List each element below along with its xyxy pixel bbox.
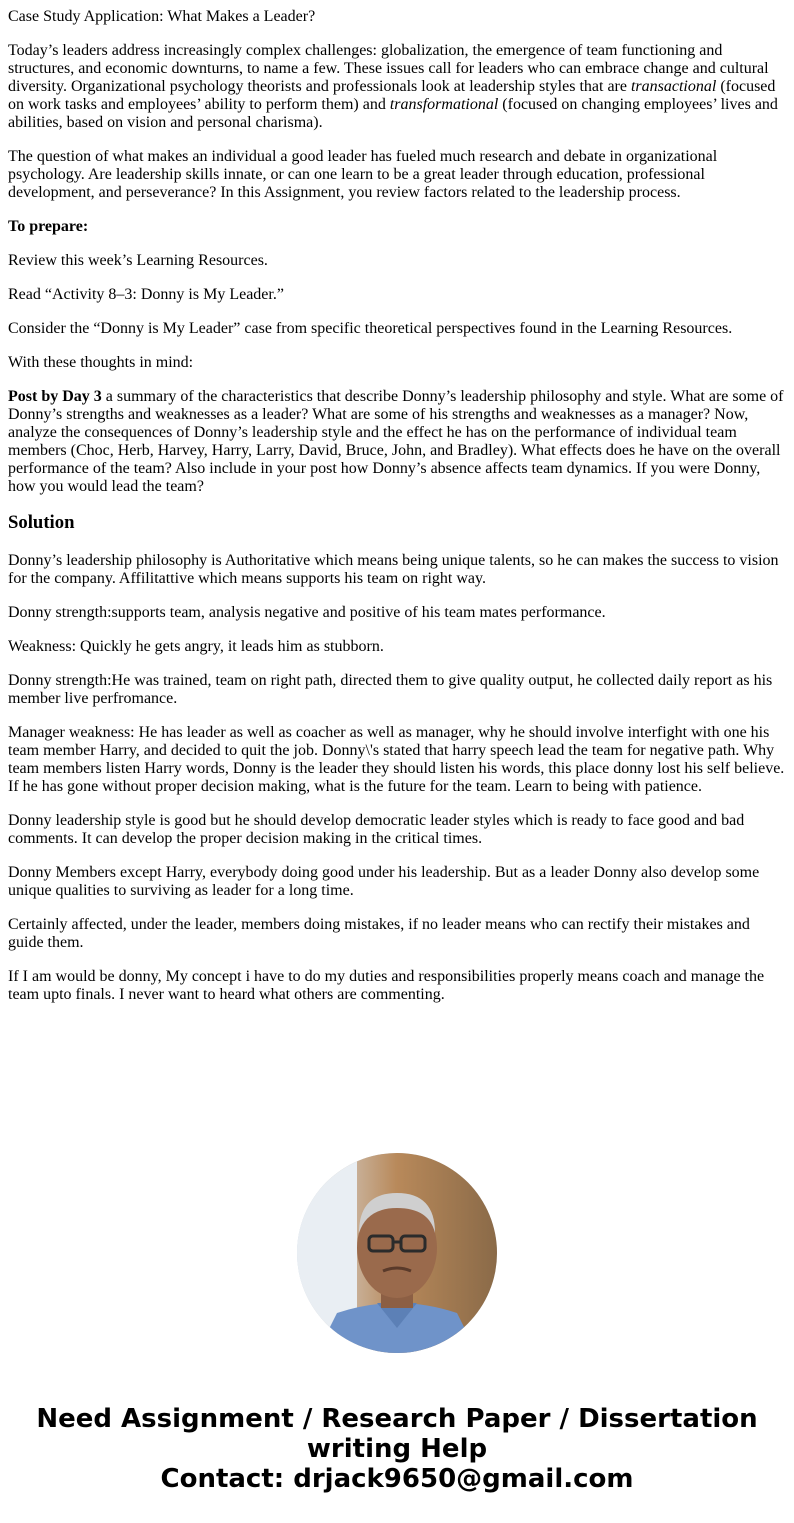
solution-paragraph: Donny Members except Harry, everybody doing good under his leadership. But as a leader Donny also develop some unique qualities to surviving as leader for a long time.	[8, 864, 760, 899]
prepare-heading-text: To prepare:	[8, 218, 89, 235]
author-avatar	[297, 1153, 497, 1353]
solution-paragraph: If I am would be donny, My concept i have to do my duties and responsibilities properly means coach and manage the team upto finals. I never want to heard what others are commenting.	[8, 968, 765, 1003]
intro1-italic-transformational: transformational	[389, 96, 499, 113]
intro-paragraph-1	[8, 42, 786, 132]
intro1-italic-transactional: transactional	[630, 78, 717, 95]
post-text: a summary of the characteristics that describe Donny’s leadership philosophy and style. What are some of Donny’s strengths and weaknesses as a leader? What are some of his strengths and weaknesses as a manager? Now, analyze the consequences of Donny’s leadership style and the effect he has on the performance of individual team members (Choc, Herb, Harvey, Harry, Larry, David, Bruce, John, and Bradley). What effects does he have on the overall performance of the team? Also include in your post how Donny’s absence affects team dynamics. If you were Donny, how you would lead the team?	[8, 388, 784, 495]
solution-paragraph: Donny strength:supports team, analysis negative and positive of his team mates performance.	[8, 604, 606, 621]
solution-paragraph: Manager weakness: He has leader as well as coacher as well as manager, why he should involve interfight with one his team member Harry, and decided to quit the job. Donny\'s stated that harry speech lead the team for negative path. Why team members listen Harry words, Donny is the leader they should listen his words, this place donny lost his self believe. If he has gone without proper decision making, what is the future for the team. Learn to being with patience.	[8, 724, 785, 795]
solution-heading: Solution	[8, 512, 75, 533]
prepare-item: With these thoughts in mind:	[8, 354, 194, 371]
prepare-item: Review this week’s Learning Resources.	[8, 252, 268, 269]
footer-contact: Contact: drjack9650@gmail.com	[160, 1464, 634, 1494]
prepare-item: Consider the “Donny is My Leader” case from specific theoretical perspectives found in the Learning Resources.	[8, 320, 733, 337]
footer-banner	[0, 1404, 794, 1494]
intro1-text-c: (focused on changing employees’ lives and abilities, based on vision and personal charisma).	[8, 96, 778, 131]
post-instructions	[8, 388, 786, 496]
solution-paragraph: Certainly affected, under the leader, members doing mistakes, if no leader means who can rectify their mistakes and guide them.	[8, 916, 750, 951]
solution-paragraph: Donny strength:He was trained, team on right path, directed them to give quality output, he collected daily report as his member live perfromance.	[8, 672, 773, 707]
prepare-heading	[8, 218, 786, 236]
document-title: Case Study Application: What Makes a Leader?	[8, 8, 316, 25]
document-body	[8, 8, 786, 1020]
solution-paragraph: Donny leadership style is good but he should develop democratic leader styles which is ready to face good and bad comments. It can develop the proper decision making in the critical times.	[8, 812, 745, 847]
solution-paragraph: Donny’s leadership philosophy is Authoritative which means being unique talents, so he can makes the success to vision for the company. Affilitattive which means supports his team on right way.	[8, 552, 779, 587]
prepare-item: Read “Activity 8–3: Donny is My Leader.”	[8, 286, 284, 303]
post-deadline: Post by Day 3	[8, 388, 102, 405]
footer-line-2: writing Help	[306, 1434, 488, 1464]
author-portrait-image	[297, 1153, 497, 1353]
footer-line-1: Need Assignment / Research Paper / Dissertation	[36, 1404, 758, 1434]
intro1-text-b: (focused on work tasks and employees’ ability to perform them) and	[8, 78, 776, 113]
solution-paragraph: Weakness: Quickly he gets angry, it leads him as stubborn.	[8, 638, 384, 655]
intro1-text-a: Today’s leaders address increasingly complex challenges: globalization, the emergence of team functioning and structures, and economic downturns, to name a few. These issues call for leaders who can embrace change and cultural diversity. Organizational psychology theorists and professionals look at leadership styles that are	[8, 42, 769, 95]
intro-paragraph-2: The question of what makes an individual a good leader has fueled much research and debate in organizational psychology. Are leadership skills innate, or can one learn to be a great leader through education, professional development, and perseverance? In this Assignment, you review factors related to the leadership process.	[8, 148, 718, 201]
